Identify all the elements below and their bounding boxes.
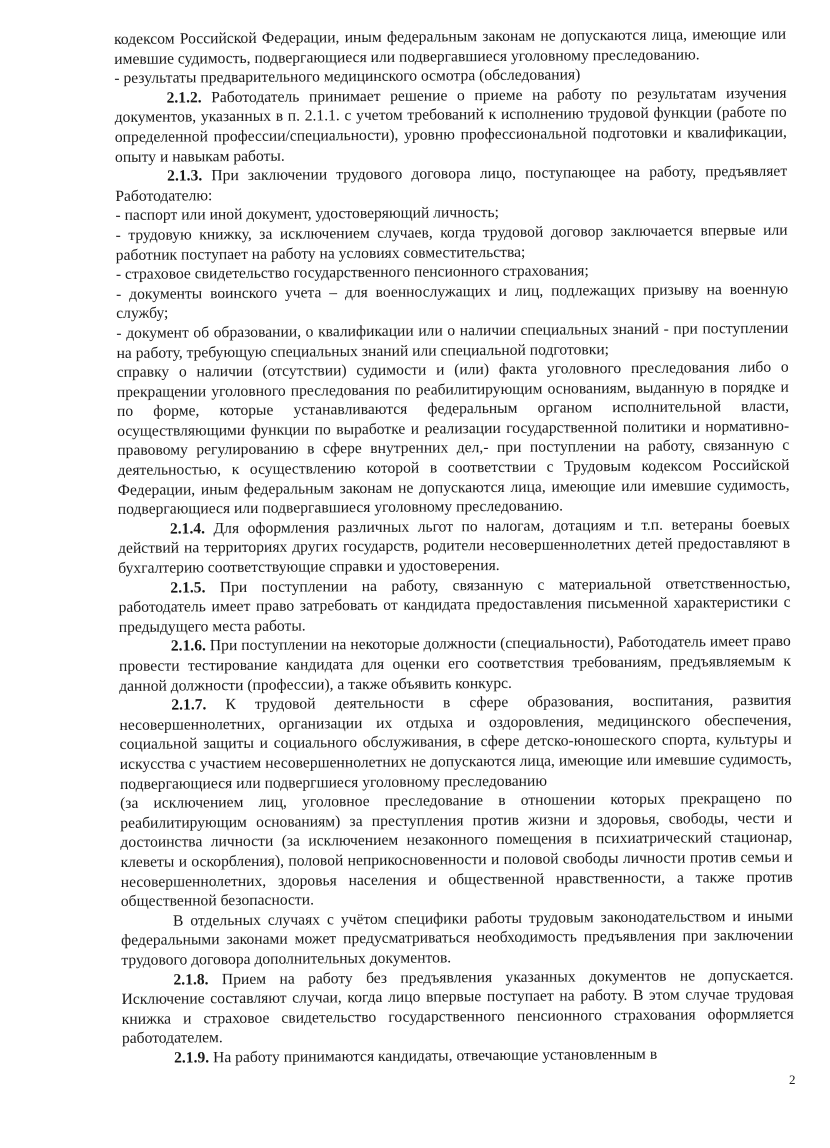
clause-text: При поступлении на некоторые должности (специальности), Работодатель имеет право провести тестирование кандидата для оценки его соответствия требованиям, предъявляемым к данной должности (профессии), а также объявить конкурс. <box>118 633 792 695</box>
clause-text: При поступлении на работу, связанную с материальной ответственностью, работодатель имеет право затребовать от кандидата предоставления письменной характеристики с предыдущего места работы. <box>118 574 791 636</box>
list-item-medical-exam: - результаты предварительного медицинского осмотра (обследования) <box>114 66 581 88</box>
list-item-military-documents: - документы воинского учета – для военнослужащих и лиц, подлежащих призыву на военную службу; <box>116 280 789 323</box>
clause-2-1-4 <box>118 515 790 579</box>
clause-text: На работу принимаются кандидаты, отвечающие установленным в <box>209 1045 658 1067</box>
clause-text: Прием на работу без предъявления указанных документов не допускается. Исключение составляют случаи, когда лицо впервые поступает на работу. В этом случае трудовая книжка и страховое свидетельство государственного пенсионного страхования оформляется работодателем. <box>121 966 794 1048</box>
paragraph-exceptions: (за исключением лиц, уголовное преследование в отношении которых прекращено по реабилитирующим основаниям) за преступления против жизни и здоровья, свободы, чести и достоинства личности (за исключением незаконного помещения в психиатрический стационар, клеветы и оскорбления), половой неприкосновенности и половой свободы личности против семьи и несовершеннолетних, здоровья населения и общественной нравственности, а также против общественной безопасности. <box>120 789 793 911</box>
list-item-work-book: - трудовую книжку, за исключением случаев, когда трудовой договор заключается впервые или работник поступает на работу на условиях совместительства; <box>115 221 788 264</box>
clause-2-1-6 <box>119 632 791 696</box>
list-item-passport: - паспорт или иной документ, удостоверяющий личность; <box>115 204 499 225</box>
clause-number: 2.1.8. <box>173 970 209 989</box>
clause-number: 2.1.3. <box>167 167 203 185</box>
clause-text: Работодатель принимает решение о приеме на работу по результатам изучения документов, указанных в п. 2.1.1. с учетом требований к исполнению трудовой функции (работе по определенной профессии/специальности), уровню профессиональной подготовки и квалификации, опыту и навыкам работы. <box>114 84 787 166</box>
clause-2-1-2 <box>114 84 787 168</box>
list-item-insurance-certificate: - страховое свидетельство государственного пенсионного страхования; <box>115 262 589 284</box>
document-body <box>114 25 794 1069</box>
clause-number: 2.1.7. <box>171 696 207 714</box>
list-item-education-document: - документ об образовании, о квалификации или о наличии специальных знаний - при поступлении на работу, требующую специальных знаний или специальной подготовки; <box>116 319 789 362</box>
clause-2-1-8 <box>121 965 794 1049</box>
clause-text: К трудовой деятельности в сфере образования, воспитания, развития несовершеннолетних, организации их отдыха и оздоровления, медицинского обеспечения, социальной защиты и социального обслуживания, в сфере детско-юношеского спорта, культуры и искусства с участием несовершеннолетних не допускаются лица, имеющие или имевшие судимость, подвергающиеся или подвергшиеся уголовному преследованию <box>119 691 792 793</box>
clause-number: 2.1.2. <box>166 89 202 107</box>
clause-number: 2.1.4. <box>169 520 206 538</box>
clause-2-1-5 <box>118 573 790 637</box>
clause-number: 2.1.9. <box>174 1049 210 1067</box>
paragraph-criminal-record-certificate: справку о наличии (отсутствии) судимости и (или) факта уголовного преследования либо о прекращении уголовного преследования по реабилитирующим основаниям, выданную в порядке и по форме, которые устанавливаются федеральным органом исполнительной власти, осуществляющими функции по выработке и реализации государственной политики и нормативно-правовому регулированию в сфере внутренних дел,- при поступлении на работу, связанную с деятельностью, к осуществлению которой в соответствии с Трудовым кодексом Российской Федерации, иным федеральным законам не допускаются лица, имеющие или имевшие судимость, подвергающиеся или подвергавшиеся уголовному преследованию. <box>116 358 790 519</box>
clause-2-1-9 <box>122 1044 794 1069</box>
clause-text: Для оформления различных льгот по налогам, дотациям и т.п. ветераны боевых действий на территориях других государств, родители несовершеннолетних детей предоставляют в бухгалтерию соответствующие справки и удостоверения. <box>118 515 791 578</box>
clause-number: 2.1.5. <box>170 578 206 597</box>
clause-text: При заключении трудового договора лицо, поступающее на работу, предъявляет Работодателю: <box>115 162 788 205</box>
paragraph-continuation: кодексом Российской Федерации, иным федеральным законам не допускаются лица, имеющие или имевшие судимость, подвергающиеся или подвергавшиеся уголовному преследованию. <box>114 25 787 68</box>
page-number: 2 <box>789 1072 796 1087</box>
clause-2-1-7 <box>119 691 792 794</box>
clause-2-1-3 <box>115 162 787 206</box>
paragraph-special-cases: В отдельных случаях с учётом специфики работы трудовым законодательством и иными федеральными законами может предусматриваться необходимость предъявления при заключении трудового договора дополнительных документов. <box>121 907 794 969</box>
clause-number: 2.1.6. <box>170 637 207 655</box>
